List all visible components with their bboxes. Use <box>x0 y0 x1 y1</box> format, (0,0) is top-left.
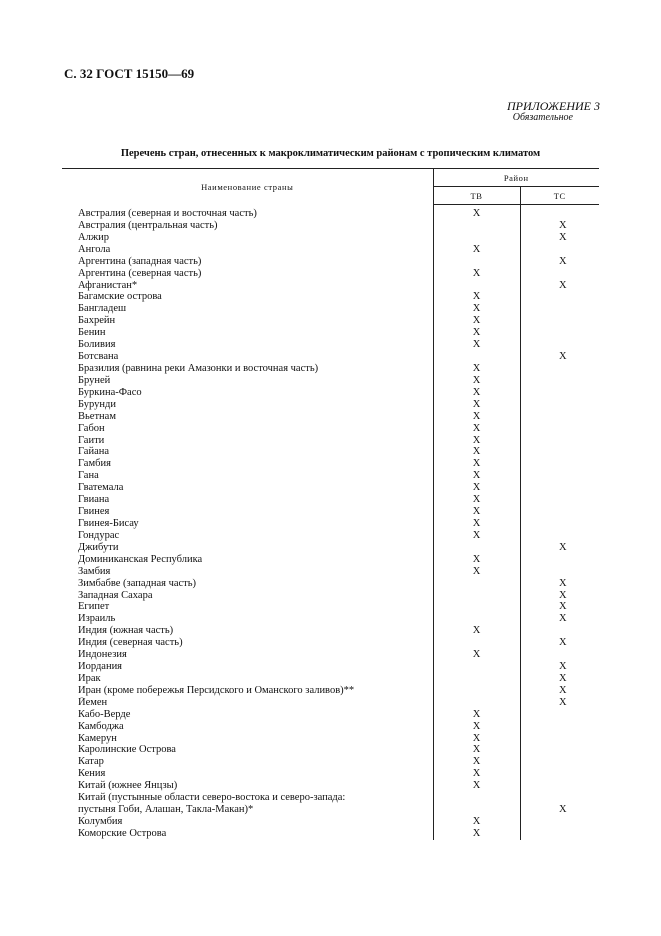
mark-tv: X <box>433 399 520 411</box>
mark-ts: X <box>558 279 567 291</box>
mark-tv: X <box>433 768 520 780</box>
country-name: Иран (кроме побережья Персидского и Оманского заливов)** <box>62 685 433 697</box>
country-name: Габон <box>62 423 433 435</box>
table-row <box>62 363 599 375</box>
mark-tv <box>433 804 520 816</box>
mark-ts: X <box>558 613 567 625</box>
country-name: Доминиканская Республика <box>62 554 433 566</box>
mark-ts <box>520 828 599 840</box>
table-row <box>62 649 599 661</box>
table-row <box>62 601 599 613</box>
country-name: Колумбия <box>62 816 433 828</box>
country-name: Гвиана <box>62 494 433 506</box>
table-row <box>62 232 599 244</box>
mark-ts <box>520 291 599 303</box>
mark-tv <box>433 601 520 613</box>
mark-tv: X <box>433 303 520 315</box>
country-name: Бангладеш <box>62 303 433 315</box>
mark-tv: X <box>433 566 520 578</box>
mark-ts <box>520 494 599 506</box>
country-name: Ангола <box>62 244 433 256</box>
table-row <box>62 280 599 292</box>
table-row <box>62 399 599 411</box>
country-name: Гвинея-Бисау <box>62 518 433 530</box>
country-name: Коморские Острова <box>62 828 433 840</box>
mark-tv <box>433 256 520 268</box>
country-name: Зимбабве (западная часть) <box>62 578 433 590</box>
table-row <box>62 637 599 649</box>
mark-ts <box>520 315 599 327</box>
table-row <box>62 625 599 637</box>
country-name: Гамбия <box>62 458 433 470</box>
mark-ts: X <box>558 541 567 553</box>
mark-ts <box>520 768 599 780</box>
mark-tv: X <box>433 816 520 828</box>
mark-ts <box>520 709 599 721</box>
mark-ts <box>520 780 599 792</box>
mark-tv: X <box>433 554 520 566</box>
table-row <box>62 554 599 566</box>
appendix-title: ПРИЛОЖЕНИЕ 3 <box>507 99 600 113</box>
mark-tv: X <box>433 205 520 220</box>
mark-tv: X <box>433 411 520 423</box>
mark-tv <box>433 280 520 292</box>
mark-tv: X <box>433 482 520 494</box>
table-row <box>62 351 599 363</box>
table-row <box>62 244 599 256</box>
mark-ts <box>520 244 599 256</box>
mark-tv: X <box>433 470 520 482</box>
table-row <box>62 327 599 339</box>
table-row <box>62 721 599 733</box>
table-row <box>62 661 599 673</box>
table-row <box>62 205 599 220</box>
country-name: Ботсвана <box>62 351 433 363</box>
table-row <box>62 220 599 232</box>
mark-ts <box>520 411 599 423</box>
mark-tv: X <box>433 530 520 542</box>
table-row <box>62 816 599 828</box>
mark-ts <box>520 446 599 458</box>
table-row <box>62 470 599 482</box>
country-name: Бруней <box>62 375 433 387</box>
mark-ts: X <box>558 684 567 696</box>
country-name: Вьетнам <box>62 411 433 423</box>
country-name: Иордания <box>62 661 433 673</box>
mark-tv <box>433 351 520 363</box>
country-name: Боливия <box>62 339 433 351</box>
country-name: Каролинские Острова <box>62 744 433 756</box>
table-row <box>62 685 599 697</box>
country-name: Кабо-Верде <box>62 709 433 721</box>
table-row <box>62 804 599 816</box>
mark-ts <box>520 649 599 661</box>
mark-tv: X <box>433 458 520 470</box>
table-row <box>62 578 599 590</box>
mark-ts: X <box>558 804 567 816</box>
table-row <box>62 792 599 804</box>
mark-tv: X <box>433 744 520 756</box>
table-row <box>62 518 599 530</box>
table-row <box>62 315 599 327</box>
mark-tv: X <box>433 721 520 733</box>
table-title: Перечень стран, отнесенных к макроклиматическим районам с тропическим климатом <box>120 148 541 159</box>
table-row <box>62 446 599 458</box>
mark-ts <box>520 375 599 387</box>
table-row <box>62 709 599 721</box>
mark-ts: X <box>558 661 567 673</box>
table-row <box>62 435 599 447</box>
table-row <box>62 458 599 470</box>
country-name: Камерун <box>62 733 433 745</box>
appendix-status: Обязательное <box>512 112 573 123</box>
country-name: Бенин <box>62 327 433 339</box>
mark-ts <box>520 756 599 768</box>
mark-ts <box>520 530 599 542</box>
mark-tv <box>433 232 520 244</box>
country-name: Индия (северная часть) <box>62 637 433 649</box>
mark-tv <box>433 792 520 804</box>
country-name: Кения <box>62 768 433 780</box>
country-name: Гайана <box>62 446 433 458</box>
mark-tv: X <box>433 268 520 280</box>
mark-ts: X <box>558 672 567 684</box>
country-name: Аргентина (северная часть) <box>62 268 433 280</box>
country-name: Гвинея <box>62 506 433 518</box>
mark-ts <box>520 721 599 733</box>
mark-ts <box>520 792 599 804</box>
mark-tv: X <box>433 446 520 458</box>
mark-tv: X <box>433 780 520 792</box>
country-name: Китай (пустынные области северо-востока и северо-запада: <box>62 792 433 804</box>
mark-ts <box>520 458 599 470</box>
table-row <box>62 590 599 602</box>
mark-ts <box>520 482 599 494</box>
mark-tv: X <box>433 733 520 745</box>
mark-ts <box>520 303 599 315</box>
mark-ts <box>520 363 599 375</box>
mark-ts <box>520 387 599 399</box>
table-row <box>62 768 599 780</box>
mark-tv: X <box>433 291 520 303</box>
mark-tv: X <box>433 339 520 351</box>
table-row <box>62 613 599 625</box>
country-name: Гондурас <box>62 530 433 542</box>
mark-tv <box>433 613 520 625</box>
mark-tv <box>433 542 520 554</box>
table-row <box>62 339 599 351</box>
country-name: Багамские острова <box>62 291 433 303</box>
mark-tv <box>433 661 520 673</box>
page-header: С. 32 ГОСТ 15150—69 <box>64 66 195 81</box>
country-name: Афганистан* <box>62 280 433 292</box>
country-name: Индия (южная часть) <box>62 625 433 637</box>
country-name: Гана <box>62 470 433 482</box>
mark-ts <box>520 470 599 482</box>
mark-tv <box>433 685 520 697</box>
column-header-ts: ТС <box>520 187 599 205</box>
mark-ts: X <box>558 601 567 613</box>
mark-tv: X <box>433 828 520 840</box>
mark-ts <box>520 506 599 518</box>
table-row <box>62 780 599 792</box>
mark-ts <box>520 268 599 280</box>
country-name: Бахрейн <box>62 315 433 327</box>
mark-ts <box>520 423 599 435</box>
country-name: Бурунди <box>62 399 433 411</box>
countries-table <box>62 168 599 840</box>
table-body <box>62 205 599 840</box>
table-row <box>62 566 599 578</box>
mark-ts: X <box>558 577 567 589</box>
mark-tv: X <box>433 327 520 339</box>
column-header-region: Район <box>433 169 599 187</box>
country-name: Бразилия (равнина реки Амазонки и восточная часть) <box>62 363 433 375</box>
mark-ts <box>520 327 599 339</box>
country-name: Катар <box>62 756 433 768</box>
country-name: Египет <box>62 601 433 613</box>
country-name: пустыня Гоби, Алашан, Такла-Макан)* <box>62 804 433 816</box>
mark-ts <box>520 744 599 756</box>
country-name: Австралия (северная и восточная часть) <box>62 205 433 220</box>
mark-tv: X <box>433 506 520 518</box>
mark-tv: X <box>433 423 520 435</box>
mark-tv <box>433 637 520 649</box>
mark-ts <box>520 625 599 637</box>
mark-tv: X <box>433 315 520 327</box>
mark-tv: X <box>433 494 520 506</box>
table-row <box>62 375 599 387</box>
table-row <box>62 542 599 554</box>
country-name: Алжир <box>62 232 433 244</box>
country-name: Замбия <box>62 566 433 578</box>
country-name: Израиль <box>62 613 433 625</box>
mark-tv: X <box>433 625 520 637</box>
country-name: Западная Сахара <box>62 590 433 602</box>
mark-ts <box>520 816 599 828</box>
country-name: Буркина-Фасо <box>62 387 433 399</box>
column-header-tv: ТВ <box>433 187 520 205</box>
mark-ts: X <box>558 219 567 231</box>
country-name: Гватемала <box>62 482 433 494</box>
table-row <box>62 530 599 542</box>
mark-tv <box>433 697 520 709</box>
mark-tv <box>433 220 520 232</box>
table-row <box>62 387 599 399</box>
mark-ts <box>520 733 599 745</box>
table-row <box>62 506 599 518</box>
mark-ts: X <box>558 696 567 708</box>
table-row <box>62 482 599 494</box>
mark-tv: X <box>433 709 520 721</box>
mark-tv: X <box>433 387 520 399</box>
table-row <box>62 733 599 745</box>
mark-tv <box>433 578 520 590</box>
table-row <box>62 423 599 435</box>
table-row <box>62 697 599 709</box>
table-row <box>62 303 599 315</box>
table-row <box>62 744 599 756</box>
country-name: Китай (южнее Янцзы) <box>62 780 433 792</box>
mark-tv <box>433 590 520 602</box>
table-row <box>62 256 599 268</box>
country-name: Гаити <box>62 435 433 447</box>
mark-tv: X <box>433 363 520 375</box>
mark-ts <box>520 399 599 411</box>
mark-ts <box>520 518 599 530</box>
mark-ts: X <box>558 589 567 601</box>
country-name: Австралия (центральная часть) <box>62 220 433 232</box>
mark-tv: X <box>433 435 520 447</box>
mark-ts: X <box>558 637 567 649</box>
mark-tv: X <box>433 244 520 256</box>
mark-ts <box>520 566 599 578</box>
table-row <box>62 291 599 303</box>
table-row <box>62 673 599 685</box>
mark-tv: X <box>433 375 520 387</box>
mark-tv: X <box>433 649 520 661</box>
table-row <box>62 756 599 768</box>
table-row <box>62 268 599 280</box>
country-name: Индонезия <box>62 649 433 661</box>
mark-tv <box>433 673 520 685</box>
table-row <box>62 828 599 840</box>
mark-tv: X <box>433 518 520 530</box>
country-name: Джибути <box>62 542 433 554</box>
mark-ts <box>520 205 599 220</box>
mark-ts: X <box>558 231 567 243</box>
country-name: Аргентина (западная часть) <box>62 256 433 268</box>
mark-ts <box>520 435 599 447</box>
mark-tv: X <box>433 756 520 768</box>
mark-ts: X <box>558 255 567 267</box>
column-header-name: Наименование страны <box>62 169 433 205</box>
country-name: Ирак <box>62 673 433 685</box>
country-name: Йемен <box>62 697 433 709</box>
mark-ts: X <box>558 351 567 363</box>
table-row <box>62 494 599 506</box>
table-row <box>62 411 599 423</box>
mark-ts <box>520 554 599 566</box>
mark-ts <box>520 339 599 351</box>
country-name: Камбоджа <box>62 721 433 733</box>
